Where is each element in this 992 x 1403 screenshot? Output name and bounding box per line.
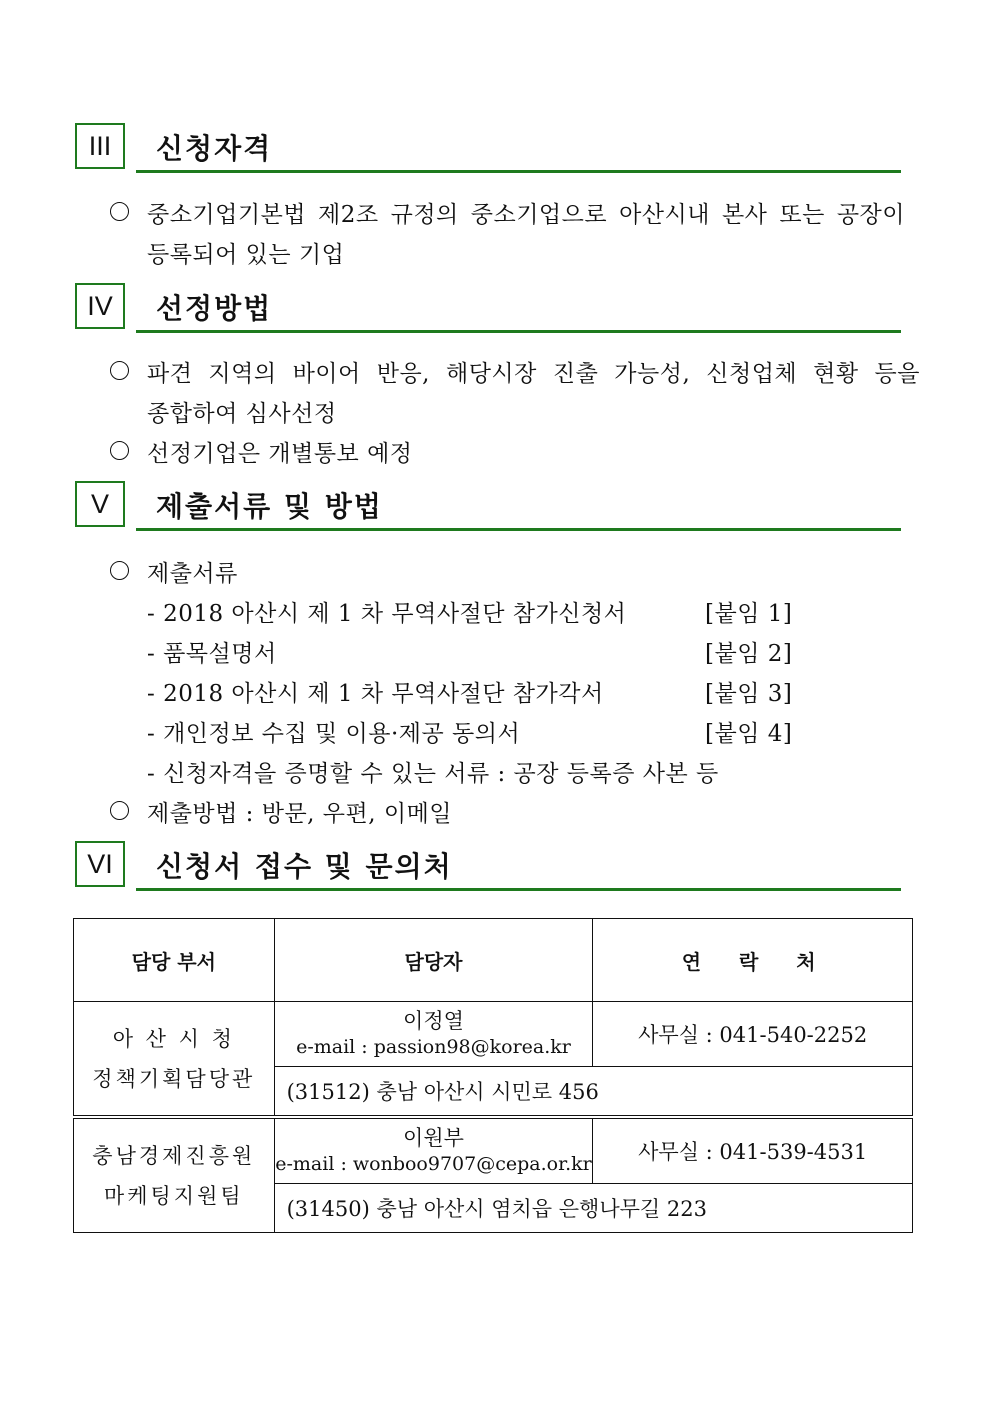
person-cell [274,1002,593,1067]
bullet-text: 중소기업기본법 제2조 규정의 중소기업으로 아산시내 본사 또는 공장이 [147,202,905,228]
section-underline [136,528,901,531]
section-number-box: V [75,481,125,527]
table-header-row [74,919,913,1002]
dept-team: 정책기획담당관 [92,1066,256,1091]
section-number-box: IV [75,283,125,329]
section-underline [136,330,901,333]
person-email: e-mail : wonboo9707@cepa.or.kr [275,1153,592,1175]
address-cell: (31450) 충남 아산시 염치읍 은행나무길 223 [274,1184,912,1233]
section-title: 신청서 접수 및 문의처 [156,850,453,883]
section-title: 제출서류 및 방법 [156,490,383,523]
section-underline [136,170,901,173]
dept-name: 아 산 시 청 [112,1026,235,1051]
submission-method: 제출방법 : 방문, 우편, 이메일 [147,801,453,827]
phone-cell: 사무실 : 041-540-2252 [593,1002,913,1067]
dept-name: 충남경제진흥원 [92,1143,256,1168]
bullet-circle-icon [110,801,129,820]
section-title: 선정방법 [156,292,273,325]
bullet-text: 선정기업은 개별통보 예정 [147,441,413,467]
dept-cell [74,1002,275,1118]
doc-attachment: [붙임 1] [705,601,793,627]
bullet-text: 파견 지역의 바이어 반응, 해당시장 진출 가능성, 신청업체 현황 등을 [147,361,920,387]
section-number-box: III [75,123,125,169]
person-name: 이원부 [403,1126,464,1150]
section-underline [136,888,901,891]
bullet-text-cont: 종합하여 심사선정 [147,401,337,427]
dept-cell [74,1117,275,1233]
address-cell: (31512) 충남 아산시 시민로 456 [274,1067,912,1118]
doc-attachment: [붙임 4] [705,721,793,747]
person-cell [274,1117,593,1184]
doc-item: - 신청자격을 증명할 수 있는 서류 : 공장 등록증 사본 등 [147,761,719,787]
doc-item: - 품목설명서 [147,641,277,667]
bullet-circle-icon [110,441,129,460]
section-header-3 [75,123,901,173]
bullet-circle-icon [110,202,129,221]
person-email: e-mail : passion98@korea.kr [296,1036,571,1058]
section-header-6 [75,841,901,891]
section-number-box: VI [75,841,125,887]
dept-team: 마케팅지원팀 [103,1183,244,1208]
table-row [74,1002,913,1067]
person-name: 이정열 [403,1009,464,1033]
header-person: 담당자 [274,919,593,1002]
header-contact: 연 락 처 [593,919,913,1002]
table-row [74,1117,913,1184]
contact-table [73,918,913,1233]
bullet-text-cont: 등록되어 있는 기업 [147,242,345,268]
section-header-5 [75,481,901,531]
header-dept: 담당 부서 [74,919,275,1002]
docs-label: 제출서류 [147,561,238,587]
doc-item: - 개인정보 수집 및 이용·제공 동의서 [147,721,521,747]
doc-attachment: [붙임 3] [705,681,793,707]
doc-item: - 2018 아산시 제 1 차 무역사절단 참가각서 [147,681,604,707]
bullet-circle-icon [110,561,129,580]
phone-cell: 사무실 : 041-539-4531 [593,1117,913,1184]
doc-attachment: [붙임 2] [705,641,793,667]
bullet-circle-icon [110,361,129,380]
section-title: 신청자격 [156,132,273,165]
doc-item: - 2018 아산시 제 1 차 무역사절단 참가신청서 [147,601,627,627]
section-header-4 [75,283,901,333]
